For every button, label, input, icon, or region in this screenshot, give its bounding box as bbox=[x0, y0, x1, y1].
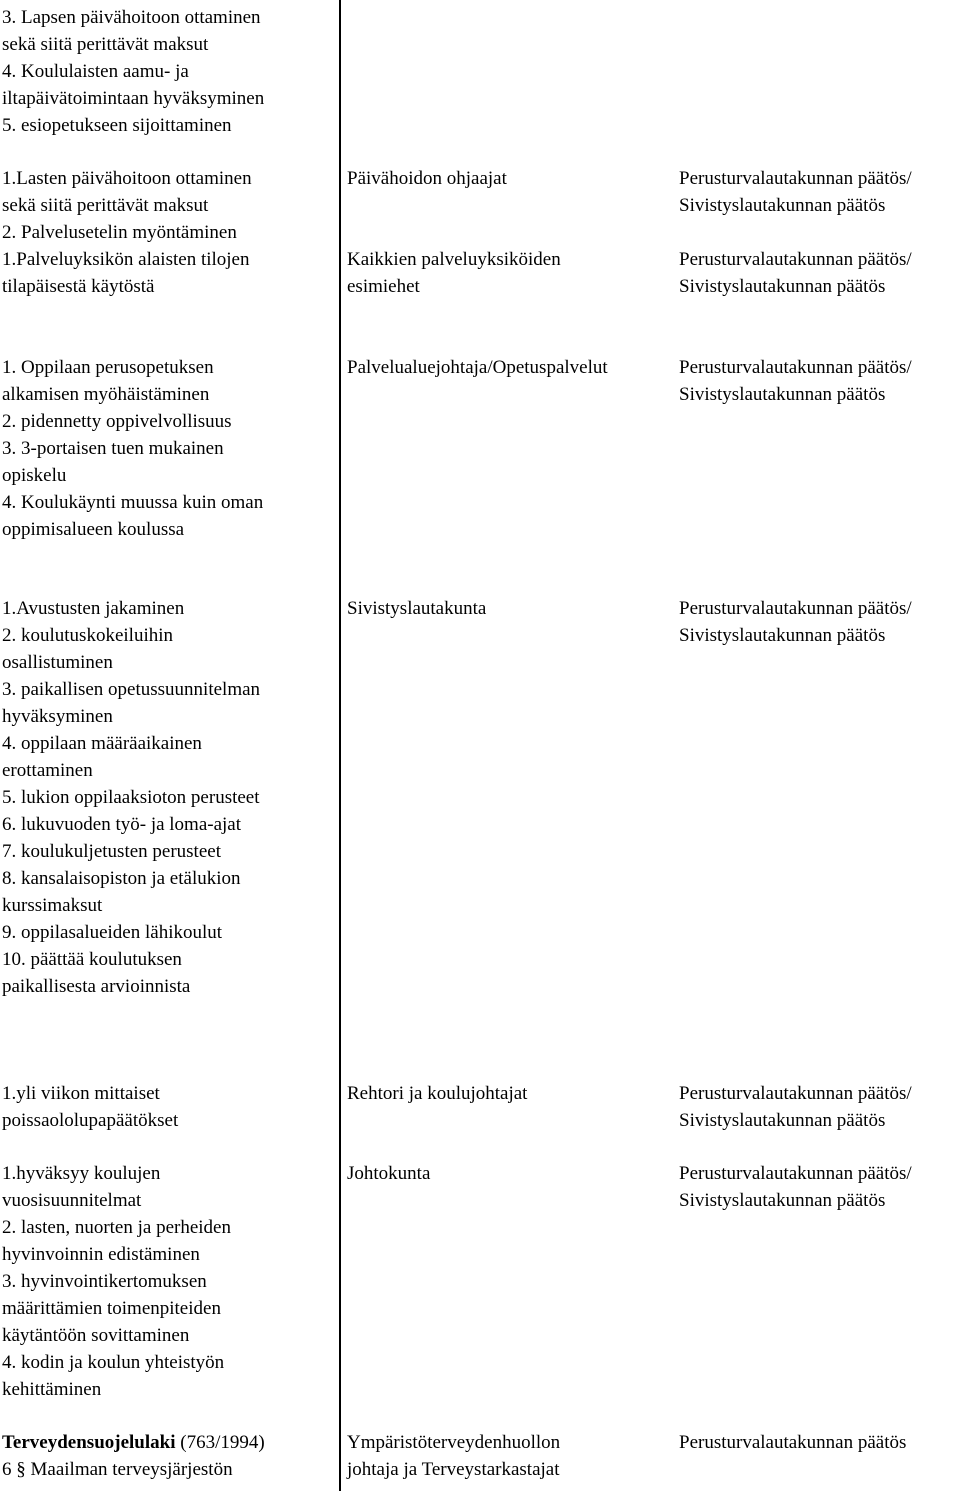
text-line: 4. kodin ja koulun yhteistyön bbox=[2, 1352, 225, 1373]
text-line: Perusturvalautakunnan päätös/ bbox=[679, 598, 912, 619]
text-line: 2. Palvelusetelin myöntäminen bbox=[2, 222, 237, 243]
text-line: alkamisen myöhäistäminen bbox=[2, 384, 210, 405]
row1-decision-b bbox=[679, 246, 912, 300]
text-line: 7. koulukuljetusten perusteet bbox=[2, 841, 221, 862]
text-line: kurssimaksut bbox=[2, 895, 103, 916]
row6-decision bbox=[679, 1429, 906, 1456]
text-line: Sivistyslautakunnan päätös bbox=[679, 195, 886, 216]
text-line: 1.Avustusten jakaminen bbox=[2, 598, 185, 619]
row2-decision bbox=[679, 354, 912, 408]
text-line: sekä siitä perittävät maksut bbox=[2, 195, 209, 216]
row1-delegate-b bbox=[347, 246, 561, 300]
text-line: johtaja ja Terveystarkastajat bbox=[347, 1459, 560, 1480]
text-line: Johtokunta bbox=[347, 1163, 431, 1184]
text-line: 1.Palveluyksikön alaisten tilojen bbox=[2, 249, 250, 270]
text-line: Perusturvalautakunnan päätös bbox=[679, 1432, 907, 1453]
text-line: 6 § Maailman terveysjärjestön bbox=[2, 1459, 233, 1480]
text-line: Ympäristöterveydenhuollon bbox=[347, 1432, 561, 1453]
text-line: 5. lukion oppilaaksioton perusteet bbox=[2, 787, 260, 808]
law-number: (763/1994) bbox=[175, 1432, 265, 1453]
row4-decision bbox=[679, 1080, 912, 1134]
text-line: sekä siitä perittävät maksut bbox=[2, 34, 209, 55]
text-line: oppimisalueen koulussa bbox=[2, 519, 185, 540]
text-line: opiskelu bbox=[2, 465, 67, 486]
row6-law bbox=[2, 1429, 265, 1483]
text-line: vuosisuunnitelmat bbox=[2, 1190, 142, 1211]
text-line: Sivistyslautakunnan päätös bbox=[679, 276, 886, 297]
text-line: kehittäminen bbox=[2, 1379, 102, 1400]
text-line: 3. paikallisen opetussuunnitelman bbox=[2, 679, 261, 700]
row6-delegate bbox=[347, 1429, 560, 1483]
text-line: tilapäisestä käytöstä bbox=[2, 276, 155, 297]
text-line: 9. oppilasalueiden lähikoulut bbox=[2, 922, 223, 943]
text-line: 8. kansalaisopiston ja etälukion bbox=[2, 868, 241, 889]
row5-tasks bbox=[2, 1160, 231, 1403]
row3-decision bbox=[679, 595, 912, 649]
text-line: Palvelualuejohtaja/Opetuspalvelut bbox=[347, 357, 608, 378]
text-line: 5. esiopetukseen sijoittaminen bbox=[2, 115, 232, 136]
row2-tasks bbox=[2, 354, 263, 543]
text-line: erottaminen bbox=[2, 760, 93, 781]
text-line: 1.hyväksyy koulujen bbox=[2, 1163, 161, 1184]
text-line: 3. 3-portaisen tuen mukainen bbox=[2, 438, 224, 459]
text-line: 3. Lapsen päivähoitoon ottaminen bbox=[2, 7, 261, 28]
text-line: Perusturvalautakunnan päätös/ bbox=[679, 1163, 912, 1184]
text-line: käytäntöön sovittaminen bbox=[2, 1325, 190, 1346]
text-line: 1.yli viikon mittaiset bbox=[2, 1083, 160, 1104]
row3-delegate bbox=[347, 595, 486, 622]
text-line: Perusturvalautakunnan päätös/ bbox=[679, 249, 912, 270]
text-line: 4. Koulukäynti muussa kuin oman bbox=[2, 492, 264, 513]
row4-delegate bbox=[347, 1080, 527, 1107]
text-line: määrittämien toimenpiteiden bbox=[2, 1298, 221, 1319]
text-line: Sivistyslautakunnan päätös bbox=[679, 384, 886, 405]
text-line: esimiehet bbox=[347, 276, 420, 297]
text-line: hyvinvoinnin edistäminen bbox=[2, 1244, 200, 1265]
row5-decision bbox=[679, 1160, 912, 1214]
text-line: 10. päättää koulutuksen bbox=[2, 949, 182, 970]
row4-tasks bbox=[2, 1080, 178, 1134]
law-name: Terveydensuojelulaki bbox=[2, 1432, 176, 1453]
text-line: Perusturvalautakunnan päätös/ bbox=[679, 357, 912, 378]
text-line: 6. lukuvuoden työ- ja loma-ajat bbox=[2, 814, 242, 835]
row1-tasks bbox=[2, 165, 252, 300]
text-line: Sivistyslautakunnan päätös bbox=[679, 1190, 886, 1211]
text-line: iltapäivätoimintaan hyväksyminen bbox=[2, 88, 265, 109]
row1-delegate-a bbox=[347, 165, 507, 192]
text-line: Sivistyslautakunnan päätös bbox=[679, 625, 886, 646]
text-line: hyväksyminen bbox=[2, 706, 113, 727]
text-line: Rehtori ja koulujohtajat bbox=[347, 1083, 528, 1104]
text-line: 1. Oppilaan perusopetuksen bbox=[2, 357, 214, 378]
text-line: 2. pidennetty oppivelvollisuus bbox=[2, 411, 232, 432]
text-line: Päivähoidon ohjaajat bbox=[347, 168, 507, 189]
row1-decision-a bbox=[679, 165, 912, 219]
text-line: 2. lasten, nuorten ja perheiden bbox=[2, 1217, 231, 1238]
text-line: Sivistyslautakunta bbox=[347, 598, 487, 619]
text-line: paikallisesta arvioinnista bbox=[2, 976, 191, 997]
row2-delegate bbox=[347, 354, 608, 381]
text-line: osallistuminen bbox=[2, 652, 113, 673]
column-divider bbox=[339, 0, 341, 1491]
text-line: 3. hyvinvointikertomuksen bbox=[2, 1271, 207, 1292]
text-line: 1.Lasten päivähoitoon ottaminen bbox=[2, 168, 252, 189]
text-line: poissaololupapäätökset bbox=[2, 1110, 179, 1131]
text-line bbox=[2, 1429, 265, 1456]
text-line: 4. oppilaan määräaikainen bbox=[2, 733, 202, 754]
row5-delegate bbox=[347, 1160, 430, 1187]
text-line: Kaikkien palveluyksiköiden bbox=[347, 249, 561, 270]
text-line: Perusturvalautakunnan päätös/ bbox=[679, 1083, 912, 1104]
text-line: 2. koulutuskokeiluihin bbox=[2, 625, 173, 646]
text-line: 4. Koululaisten aamu- ja bbox=[2, 61, 189, 82]
row3-tasks bbox=[2, 595, 260, 1000]
row0-tasks bbox=[2, 4, 264, 139]
text-line: Sivistyslautakunnan päätös bbox=[679, 1110, 886, 1131]
text-line: Perusturvalautakunnan päätös/ bbox=[679, 168, 912, 189]
